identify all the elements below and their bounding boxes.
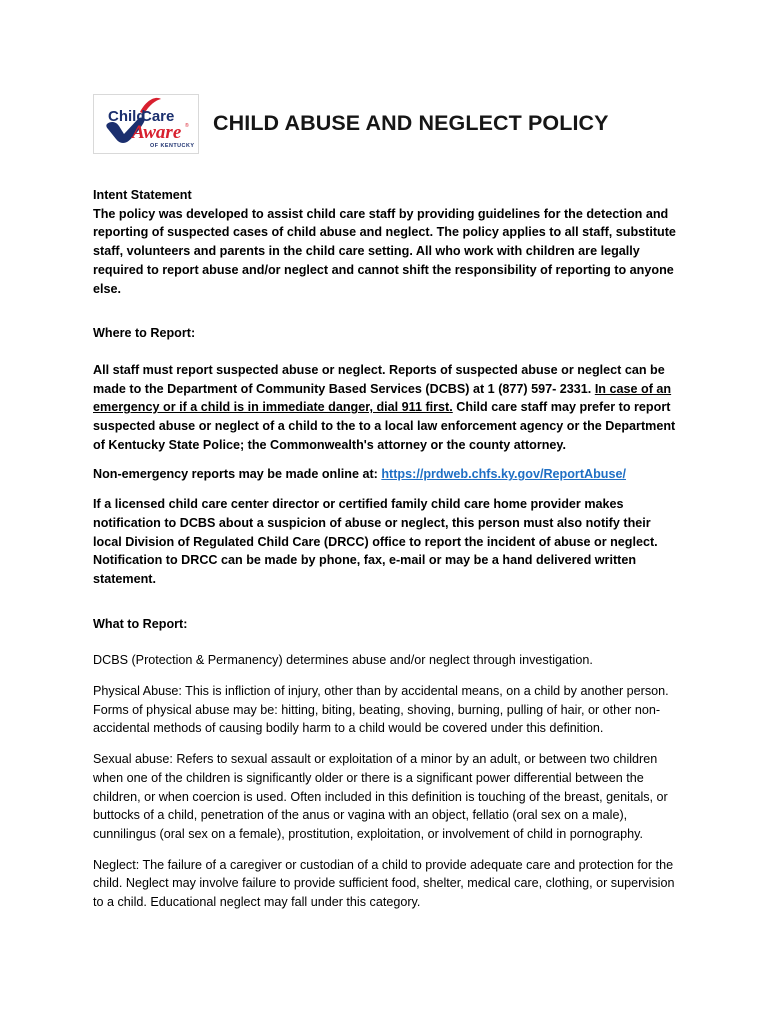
logo-artwork-icon bbox=[94, 95, 198, 153]
non-emergency-prefix-text: Non-emergency reports may be made online at: bbox=[93, 467, 382, 482]
drcc-notification-paragraph: If a licensed child care center director or certified family child care home provider makes notification to DCBS about a suspicion of abuse or neglect, this person must also notify their local Division of Regulated Child Care (DRCC) office to report the incident of abuse or neglect. Notification to DRCC can be made by phone, fax, e-mail or may be a hand delivered written statement. bbox=[93, 497, 658, 586]
childcare-aware-of-kentucky-logo bbox=[93, 94, 199, 154]
report-abuse-url-link[interactable]: https://prdweb.chfs.ky.gov/ReportAbuse/ bbox=[381, 467, 627, 482]
section-heading-where-to-report: Where to Report: bbox=[93, 326, 196, 341]
spacer bbox=[93, 738, 679, 750]
page-title: CHILD ABUSE AND NEGLECT POLICY bbox=[213, 111, 609, 136]
spacer bbox=[93, 484, 679, 495]
spacer bbox=[93, 844, 679, 856]
section-heading-intent-statement: Intent Statement bbox=[93, 188, 192, 202]
svg-text:Child: Child bbox=[108, 108, 146, 125]
where-to-report-text-part-1: All staff must report suspected abuse or neglect. Reports of suspected abuse or neglect can be made to the Department of Community Based Services (DCBS) at 1 (877) 597- 2331. bbox=[93, 362, 665, 396]
physical-abuse-paragraph: Physical Abuse: This is infliction of injury, other than by accidental means, on a child by another person. Forms of physical abuse may be: hitting, biting, beating, shoving, burning, pulling of hair, or other non-accidental methods of causing bodily harm to a child would be covered under this definition. bbox=[93, 684, 669, 736]
non-emergency-reports-paragraph bbox=[93, 465, 679, 484]
section-heading-what-to-report: What to Report: bbox=[93, 616, 188, 631]
where-to-report-paragraph-1 bbox=[93, 361, 679, 455]
where-to-report-text-part-2: Child care staff may prefer to report suspected abuse or neglect of a child to the to a local law enforcement agency or the Department of Kentucky State Police; the Commonwealth's attorney or the county attorney. bbox=[93, 400, 676, 452]
svg-text:®: ® bbox=[185, 123, 189, 129]
document-header bbox=[93, 92, 683, 156]
emergency-notice-underlined: In case of an emergency or if a child is in immediate danger, dial 911 first. bbox=[93, 381, 672, 415]
svg-text:Care: Care bbox=[141, 108, 175, 125]
document-body bbox=[93, 186, 679, 912]
spacer bbox=[93, 454, 679, 465]
spacer bbox=[93, 298, 679, 324]
svg-text:Aware: Aware bbox=[132, 122, 182, 143]
spacer bbox=[93, 343, 679, 361]
spacer bbox=[93, 589, 679, 615]
intent-statement-paragraph: The policy was developed to assist child care staff by providing guidelines for the detection and reporting of suspected cases of child abuse and neglect. The policy applies to all staff, substitute staff, volunteers and parents in the child care setting. All who work with children are legally required to report abuse and/or neglect and cannot shift the responsibility of reporting to anyone else. bbox=[93, 206, 676, 296]
svg-text:OF KENTUCKY: OF KENTUCKY bbox=[150, 143, 195, 149]
neglect-paragraph: Neglect: The failure of a caregiver or custodian of a child to provide adequate care and protection for the child. Neglect may involve failure to provide sufficient food, shelter, medical care, clothing, or supervision to a child. Educational neglect may fall under this category. bbox=[93, 857, 675, 910]
spacer bbox=[93, 670, 679, 682]
dcbs-investigation-paragraph: DCBS (Protection & Permanency) determines abuse and/or neglect through investigation. bbox=[93, 653, 593, 668]
sexual-abuse-paragraph: Sexual abuse: Refers to sexual assault or exploitation of a minor by an adult, or between two children when one of the children is significantly older or there is a significant power differential between the children, or when coercion is used. Often included in this definition is touching of the breast, genitals, or buttocks of a child, penetration of the anus or vagina with an object, fellatio (oral sex on a male), cunnilingus (oral sex on a female), prostitution, exploitation, or involvement of child in pornography. bbox=[93, 752, 668, 841]
spacer bbox=[93, 633, 679, 651]
